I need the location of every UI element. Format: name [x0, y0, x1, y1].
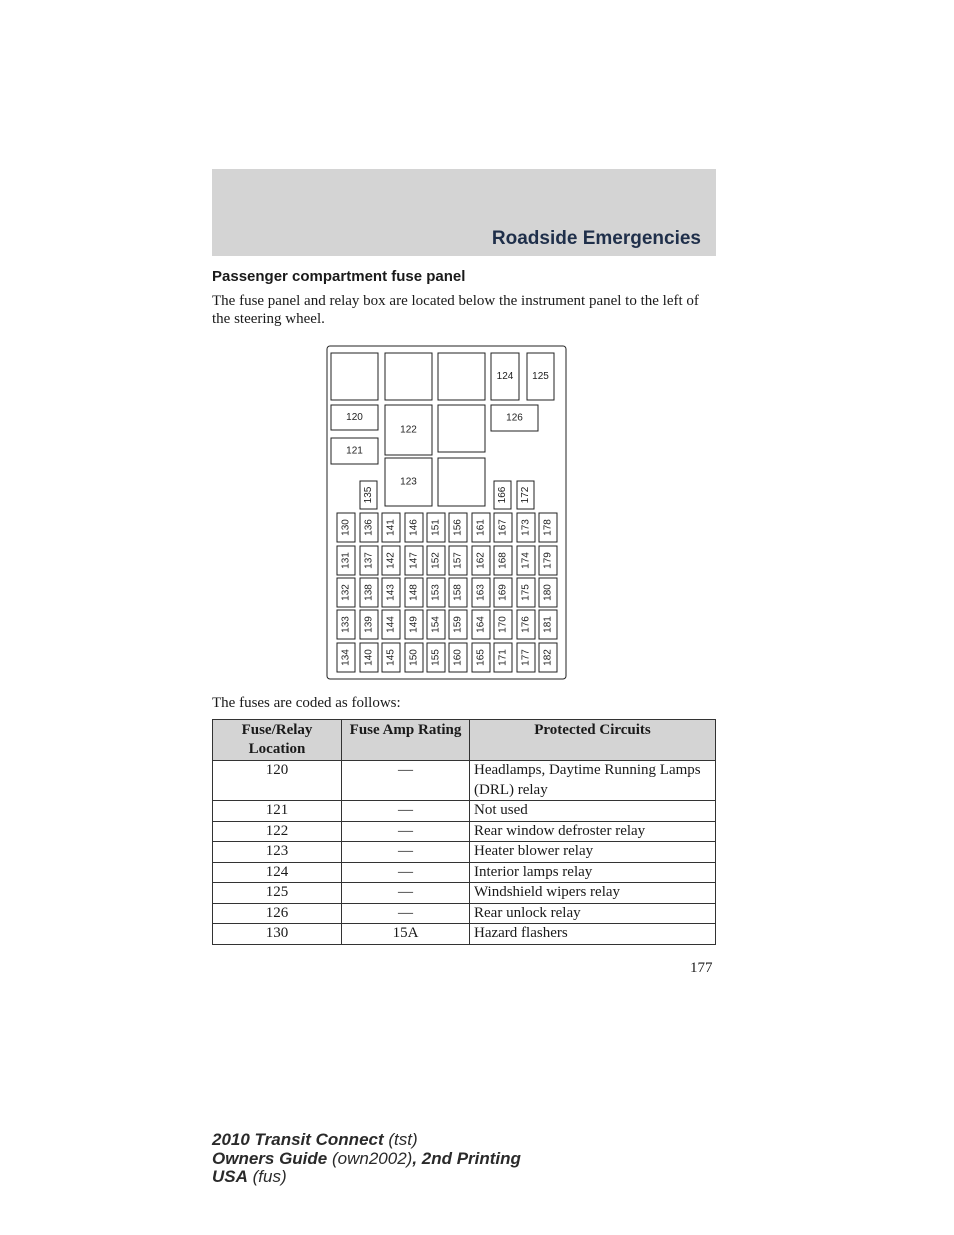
cell-rating: — [342, 883, 470, 904]
cell-rating: 15A [342, 924, 470, 945]
cell-circuit: Hazard flashers [470, 924, 716, 945]
fuse-label-158: 158 [452, 584, 464, 601]
table-row [213, 862, 716, 883]
fuse-label-141: 141 [385, 519, 397, 536]
cell-location: 123 [213, 842, 342, 863]
fuse-label-146: 146 [408, 519, 420, 536]
table-row [213, 842, 716, 863]
cell-location: 120 [213, 761, 342, 801]
section-heading: Passenger compartment fuse panel [212, 268, 466, 285]
cell-rating: — [342, 842, 470, 863]
relay-slot [331, 353, 378, 400]
fuse-label-173: 173 [520, 519, 532, 536]
fuse-label-131: 131 [340, 552, 352, 569]
footer-guide: Owners Guide [212, 1148, 328, 1168]
cell-rating: — [342, 903, 470, 924]
table-header-row [213, 720, 716, 761]
cell-rating: — [342, 801, 470, 822]
fuse-table [212, 719, 716, 945]
fuse-label-182: 182 [542, 649, 554, 666]
fuse-label-174: 174 [520, 552, 532, 569]
fuse-label-172: 172 [520, 486, 531, 504]
relay-label-125: 125 [532, 371, 549, 382]
relay-slot [385, 353, 432, 400]
fuse-label-139: 139 [363, 616, 375, 633]
fuse-label-137: 137 [363, 552, 375, 569]
fuse-label-138: 138 [363, 584, 375, 601]
fuse-label-156: 156 [452, 519, 464, 536]
fuse-label-176: 176 [520, 616, 532, 633]
table-row [213, 924, 716, 945]
fuse-label-180: 180 [542, 584, 554, 601]
cell-location: 124 [213, 862, 342, 883]
footer-market: USA [212, 1167, 248, 1186]
fuse-label-171: 171 [497, 649, 509, 666]
fuse-label-175: 175 [520, 584, 532, 601]
fuse-label-163: 163 [475, 584, 487, 601]
fuse-label-166: 166 [497, 486, 508, 504]
fuse-label-150: 150 [408, 649, 420, 666]
cell-circuit: Rear window defroster relay [470, 821, 716, 842]
cell-location: 121 [213, 801, 342, 822]
fuse-label-130: 130 [340, 519, 352, 536]
cell-location: 126 [213, 903, 342, 924]
relay-slot [438, 405, 485, 452]
footer-model: 2010 Transit Connect [212, 1130, 384, 1149]
fuse-label-179: 179 [542, 552, 554, 569]
footer-line-1 [212, 1131, 521, 1150]
fuse-label-145: 145 [385, 649, 397, 666]
fuse-label-155: 155 [430, 649, 442, 666]
coded-intro: The fuses are coded as follows: [212, 695, 401, 711]
footer-printing: , 2nd Printing [412, 1148, 521, 1168]
fuse-label-177: 177 [520, 649, 532, 666]
fuse-label-132: 132 [340, 584, 352, 601]
fuse-label-148: 148 [408, 584, 420, 601]
page-number: 177 [690, 960, 713, 976]
fuse-label-140: 140 [363, 649, 375, 666]
header-location: Fuse/Relay Location [213, 720, 342, 761]
relay-label-124: 124 [496, 371, 514, 382]
fuse-label-168: 168 [497, 552, 509, 569]
relay-label-121: 121 [346, 445, 363, 457]
cell-circuit: Windshield wipers relay [470, 883, 716, 904]
cell-circuit: Interior lamps relay [470, 862, 716, 883]
header-protected-circuits: Protected Circuits [470, 720, 716, 761]
fuse-label-144: 144 [385, 616, 397, 633]
cell-circuit: Heater blower relay [470, 842, 716, 863]
footer-guide-code: (own2002) [331, 1148, 413, 1168]
header-amp-rating: Fuse Amp Rating [342, 720, 470, 761]
table-row [213, 883, 716, 904]
relay-label-126: 126 [506, 412, 523, 424]
fuse-label-143: 143 [385, 584, 397, 601]
fuse-label-135: 135 [363, 486, 374, 504]
relay-label-123: 123 [400, 476, 417, 488]
intro-paragraph: The fuse panel and relay box are located below the instrument panel to the left of the steering wheel. [212, 293, 699, 327]
cell-location: 125 [213, 883, 342, 904]
relay-slot [438, 458, 485, 506]
fuse-label-151: 151 [430, 519, 442, 536]
cell-circuit: Headlamps, Daytime Running Lamps (DRL) relay [470, 761, 716, 801]
table-row [213, 801, 716, 822]
cell-rating: — [342, 862, 470, 883]
table-row [213, 903, 716, 924]
cell-circuit: Rear unlock relay [470, 903, 716, 924]
fuse-label-170: 170 [497, 616, 509, 633]
relay-slot [438, 353, 485, 400]
cell-rating: — [342, 821, 470, 842]
fuse-label-152: 152 [430, 552, 442, 569]
fuse-label-164: 164 [475, 616, 487, 633]
fuse-label-142: 142 [385, 552, 397, 569]
cell-location: 122 [213, 821, 342, 842]
fuse-label-159: 159 [452, 616, 464, 633]
cell-location: 130 [213, 924, 342, 945]
footer-line-3 [212, 1168, 521, 1187]
fuse-label-147: 147 [408, 552, 420, 569]
footer-line-2 [212, 1150, 521, 1169]
fuse-label-165: 165 [475, 649, 487, 666]
fuse-label-178: 178 [542, 519, 554, 536]
fuse-label-181: 181 [542, 616, 554, 633]
relay-label-120: 120 [346, 412, 363, 423]
fuse-label-161: 161 [475, 519, 487, 536]
fuse-label-167: 167 [497, 519, 509, 536]
footer-model-code: (tst) [388, 1130, 418, 1149]
fuse-label-160: 160 [452, 649, 464, 666]
page-section-title: Roadside Emergencies [491, 228, 701, 249]
cell-rating: — [342, 761, 470, 801]
footer [212, 1131, 521, 1187]
fuse-label-157: 157 [452, 552, 464, 569]
fuse-label-169: 169 [497, 584, 509, 601]
fuse-label-162: 162 [475, 552, 487, 569]
cell-circuit: Not used [470, 801, 716, 822]
fuse-label-149: 149 [408, 616, 420, 633]
table-row [213, 821, 716, 842]
fuse-label-136: 136 [363, 519, 375, 536]
relay-label-122: 122 [400, 424, 417, 436]
fuse-label-134: 134 [340, 649, 352, 666]
table-row [213, 761, 716, 801]
fuse-label-133: 133 [340, 616, 352, 633]
footer-market-code: (fus) [252, 1167, 287, 1186]
fuse-label-154: 154 [430, 616, 442, 633]
fuse-label-153: 153 [430, 584, 442, 601]
